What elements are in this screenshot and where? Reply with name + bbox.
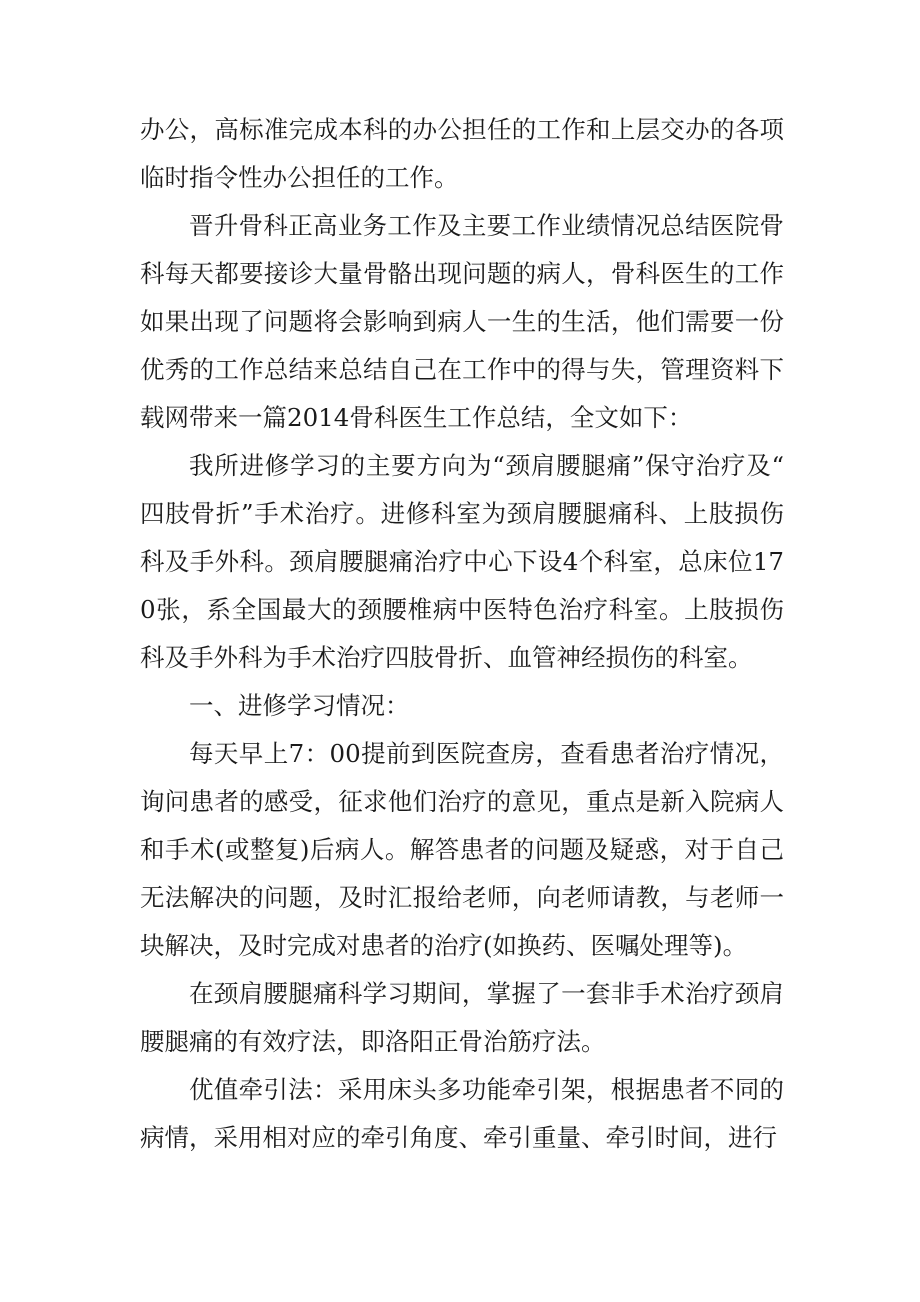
paragraph-therapy-learned: 在颈肩腰腿痛科学习期间，掌握了一套非手术治疗颈肩腰腿痛的有效疗法，即洛阳正骨治筋疗法。 <box>140 979 784 1056</box>
paragraph-intro: 晋升骨科正高业务工作及主要工作业绩情况总结医院骨科每天都要接诊大量骨骼出现问题的病人，骨科医生的工作如果出现了问题将会影响到病人一生的生活，他们需要一份优秀的工作总结来总结自己在工作中的得与失，管理资料下载网带来一篇2014骨科医生工作总结，全文如下： <box>140 211 784 432</box>
paragraph-traction-method: 优值牵引法：采用床头多功能牵引架，根据患者不同的病情，采用相对应的牵引角度、牵引重量、牵引时间，进行 <box>140 1075 784 1152</box>
paragraph-study-direction: 我所进修学习的主要方向为“颈肩腰腿痛”保守治疗及“四肢骨折”手术治疗。进修科室为颈肩腰腿痛科、上肢损伤科及手外科。颈肩腰腿痛治疗中心下设4个科室，总床位170张，系全国最大的颈腰椎病中医特色治疗科室。上肢损伤科及手外科为手术治疗四肢骨折、血管神经损伤的科室。 <box>140 451 784 672</box>
paragraph-continuation: 办公，高标准完成本科的办公担任的工作和上层交办的各项临时指令性办公担任的工作。 <box>140 115 784 192</box>
document-body <box>140 106 784 1162</box>
section-heading-study-status: 一、进修学习情况： <box>189 691 410 720</box>
paragraph-daily-rounds: 每天早上7：00提前到医院查房，查看患者治疗情况，询问患者的感受，征求他们治疗的意见，重点是新入院病人和手术(或整复)后病人。解答患者的问题及疑惑，对于自己无法解决的问题，及时汇报给老师，向老师请教，与老师一块解决，及时完成对患者的治疗(如换药、医嘱处理等)。 <box>140 739 784 960</box>
